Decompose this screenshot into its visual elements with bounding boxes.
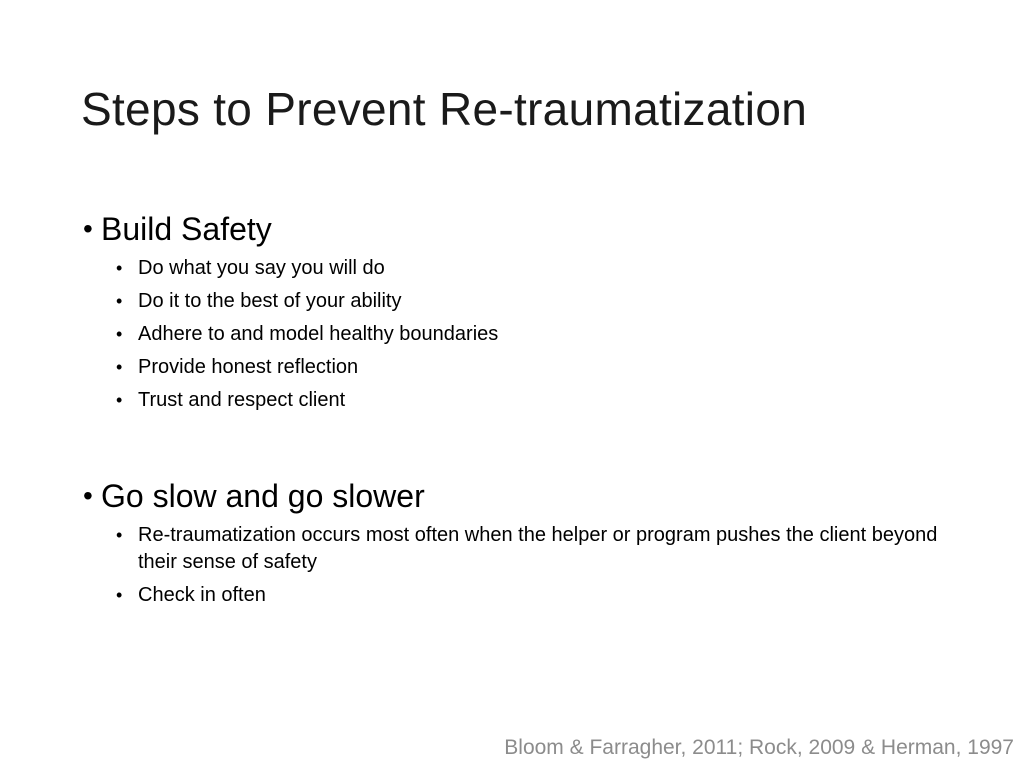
section-build-safety — [83, 208, 963, 414]
sub-bullet-text: Adhere to and model healthy boundaries — [138, 323, 499, 345]
sub-bullet-list — [83, 255, 963, 414]
citation: Bloom & Farragher, 2011; Rock, 2009 & Herman, 1997 — [504, 736, 1014, 759]
sub-bullet-item — [116, 522, 963, 576]
sub-bullet-text: Re-traumatization occurs most often when the helper or program pushes the client beyond their sense of safety — [138, 524, 938, 573]
bullet-icon: • — [116, 258, 123, 278]
bullet-icon: • — [116, 291, 123, 311]
sub-bullet-text: Check in often — [138, 584, 266, 606]
slide-title: Steps to Prevent Re-traumatization — [81, 83, 808, 135]
level1-bullet — [83, 475, 963, 517]
sub-bullet-text: Do it to the best of your ability — [138, 290, 402, 312]
bullet-icon: • — [116, 357, 123, 377]
bullet-icon: • — [83, 213, 93, 244]
sub-bullet-list — [83, 522, 963, 609]
sub-bullet-item — [116, 255, 963, 282]
section-go-slow — [83, 475, 963, 609]
sub-bullet-text: Provide honest reflection — [138, 356, 359, 378]
sub-bullet-text: Trust and respect client — [138, 389, 346, 411]
bullet-icon: • — [116, 324, 123, 344]
bullet-icon: • — [116, 585, 123, 605]
sub-bullet-text: Do what you say you will do — [138, 257, 385, 279]
bullet-icon: • — [116, 390, 123, 410]
section-heading: Go slow and go slower — [101, 478, 425, 514]
section-heading: Build Safety — [101, 211, 272, 247]
sub-bullet-item — [116, 354, 963, 381]
sub-bullet-item — [116, 321, 963, 348]
slide-content — [83, 208, 963, 615]
sub-bullet-item — [116, 387, 963, 414]
sub-bullet-item — [116, 288, 963, 315]
bullet-icon: • — [83, 480, 93, 511]
sub-bullet-item — [116, 582, 963, 609]
bullet-icon: • — [116, 525, 123, 545]
level1-bullet — [83, 208, 963, 250]
